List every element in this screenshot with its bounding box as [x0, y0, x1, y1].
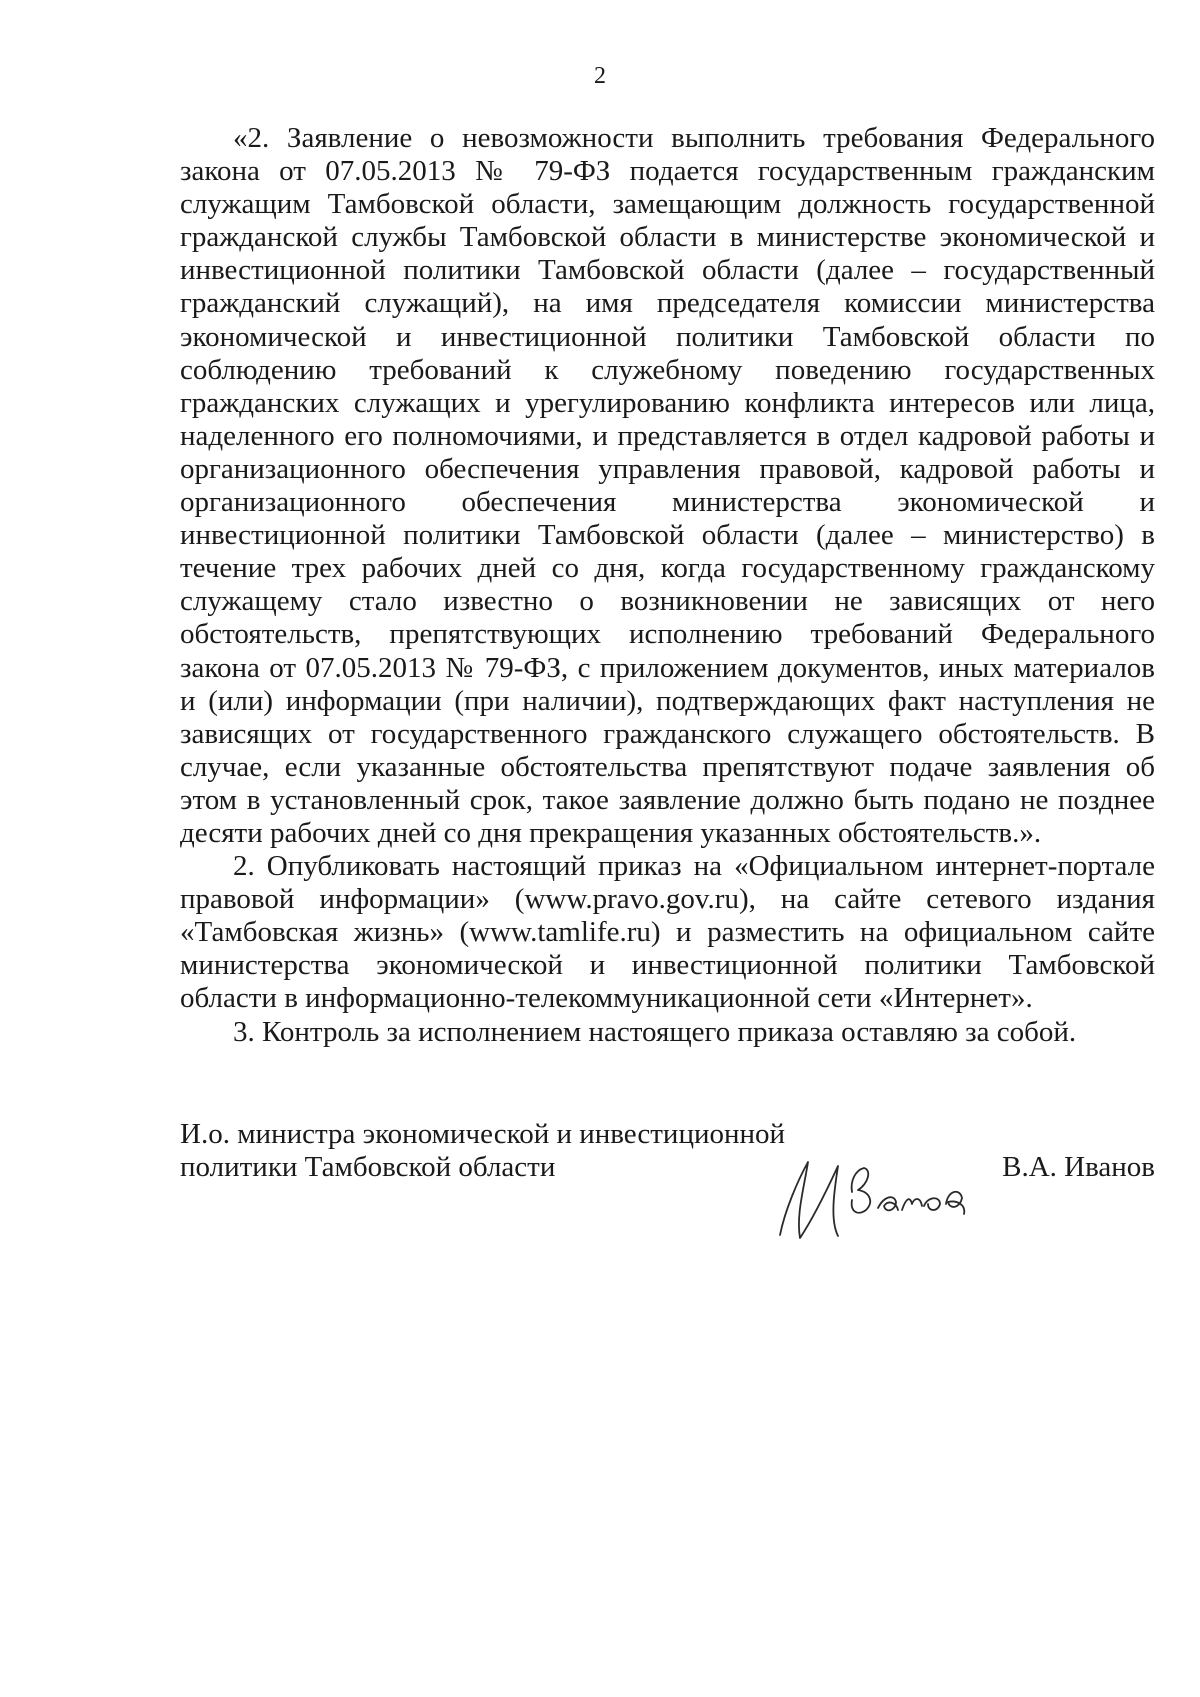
- page-number: 2: [594, 63, 606, 89]
- paragraph-control: 3. Контроль за исполнением настоящего приказа оставляю за собой.: [233, 1015, 1077, 1048]
- signatory-position: [180, 1118, 785, 1184]
- handwritten-signature: [760, 1140, 990, 1260]
- document-body: [180, 122, 1155, 1049]
- position-line-1: И.о. министра экономической и инвестиционной: [180, 1118, 786, 1150]
- paragraph-publication: 2. Опубликовать настоящий приказ на «Официальном интернет-портале правовой информации» (www.pravo.gov.ru), на сайте сетевого издания «Тамбовская жизнь» (www.tamlife.ru) и разместить на официальном сайте министерства экономической и инвестиционной политики Тамбовской области в информационно-телекоммуникационной сети «Интернет».: [180, 850, 1155, 1015]
- paragraph-clause-2-amendment: «2. Заявление о невозможности выполнить требования Федерального закона от 07.05.2013 № 79-ФЗ подается государственным гражданским служащим Тамбовской области, замещающим должность государственной гражданской службы Тамбовской области в министерстве экономической и инвестиционной политики Тамбовской области (далее – государственный гражданский служащий), на имя председателя комиссии министерства экономической и инвестиционной политики Тамбовской области по соблюдению требований к служебному поведению государственных гражданских служащих и урегулированию конфликта интересов или лица, наделенного его полномочиями, и представляется в отдел кадровой работы и организационного обеспечения управления правовой, кадровой работы и организационного обеспечения министерства экономической и инвестиционной политики Тамбовской области (далее – министерство) в течение трех рабочих дней со дня, когда государственному гражданскому служащему стало известно о возникновении не зависящих от него обстоятельств, препятствующих исполнению требований Федерального закона от 07.05.2013 № 79-ФЗ, с приложением документов, иных материалов и (или) информации (при наличии), подтверждающих факт наступления не зависящих от государственного гражданского служащего обстоятельств. В случае, если указанные обстоятельства препятствуют подаче заявления об этом в установленный срок, такое заявление должно быть подано не позднее десяти рабочих дней со дня прекращения указанных обстоятельств.».: [180, 122, 1155, 849]
- position-line-2: политики Тамбовской области: [180, 1151, 556, 1183]
- signer-name: В.А. Иванов: [1002, 1151, 1155, 1183]
